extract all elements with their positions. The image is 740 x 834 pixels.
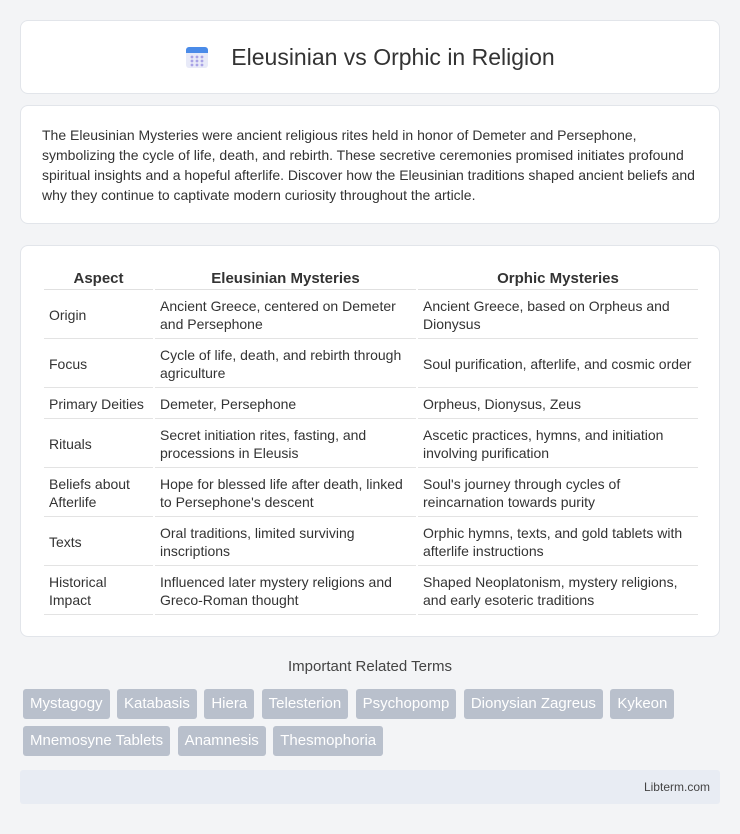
row-eleusinian: Cycle of life, death, and rebirth through agriculture [155,341,416,388]
tag-anamnesis[interactable]: Anamnesis [178,726,266,756]
table-row [44,390,698,419]
row-eleusinian: Ancient Greece, centered on Demeter and Persephone [155,292,416,339]
tag-mystagogy[interactable]: Mystagogy [23,689,110,719]
comparison-table-card [20,245,720,637]
row-orphic: Ancient Greece, based on Orpheus and Dionysus [418,292,698,339]
tag-katabasis[interactable]: Katabasis [117,689,197,719]
intro-text: The Eleusinian Mysteries were ancient religious rites held in honor of Demeter and Persephone, symbolizing the cycle of life, death, and rebirth. These secretive ceremonies promised initiates profound spiritual insights and a hopeful afterlife. Discover how the Eleusinian traditions shaped ancient beliefs and why they continue to captivate modern curiosity throughout the article. [42,127,695,203]
row-orphic: Ascetic practices, hymns, and initiation involving purification [418,421,698,468]
table-row [44,421,698,468]
tag-dionysian-zagreus[interactable]: Dionysian Zagreus [464,689,603,719]
page-title: Eleusinian vs Orphic in Religion [231,43,555,70]
header-aspect: Aspect [44,268,153,290]
table-row [44,292,698,339]
row-orphic: Orphic hymns, texts, and gold tablets with afterlife instructions [418,519,698,566]
row-orphic: Orpheus, Dionysus, Zeus [418,390,698,419]
row-aspect: Focus [44,341,153,388]
row-eleusinian: Influenced later mystery religions and Greco-Roman thought [155,568,416,615]
comparison-table [42,266,700,617]
table-row [44,470,698,517]
table-row [44,568,698,615]
row-eleusinian: Hope for blessed life after death, linked to Persephone's descent [155,470,416,517]
table-row [44,341,698,388]
tag-kykeon[interactable]: Kykeon [610,689,674,719]
row-eleusinian: Demeter, Persephone [155,390,416,419]
tag-mnemosyne-tablets[interactable]: Mnemosyne Tablets [23,726,170,756]
title-card [20,20,720,94]
tag-psychopomp[interactable]: Psychopomp [356,689,457,719]
row-aspect: Beliefs about Afterlife [44,470,153,517]
calendar-icon [185,45,209,69]
row-eleusinian: Oral traditions, limited surviving inscriptions [155,519,416,566]
related-terms-title: Important Related Terms [288,658,452,675]
row-aspect: Rituals [44,421,153,468]
row-aspect: Historical Impact [44,568,153,615]
row-aspect: Texts [44,519,153,566]
tag-hiera[interactable]: Hiera [204,689,254,719]
row-orphic: Shaped Neoplatonism, mystery religions, and early esoteric traditions [418,568,698,615]
footer [20,770,720,804]
footer-site-link[interactable]: Libterm.com [643,780,710,794]
row-eleusinian: Secret initiation rites, fasting, and processions in Eleusis [155,421,416,468]
header-orphic: Orphic Mysteries [418,268,698,290]
row-orphic: Soul's journey through cycles of reincarnation towards purity [418,470,698,517]
row-aspect: Primary Deities [44,390,153,419]
row-orphic: Soul purification, afterlife, and cosmic order [418,341,698,388]
table-header-row [44,268,698,290]
tag-thesmophoria[interactable]: Thesmophoria [273,726,383,756]
row-aspect: Origin [44,292,153,339]
related-terms-list [23,689,723,763]
table-row [44,519,698,566]
intro-card [20,105,720,224]
header-eleusinian: Eleusinian Mysteries [155,268,416,290]
tag-telesterion[interactable]: Telesterion [262,689,349,719]
